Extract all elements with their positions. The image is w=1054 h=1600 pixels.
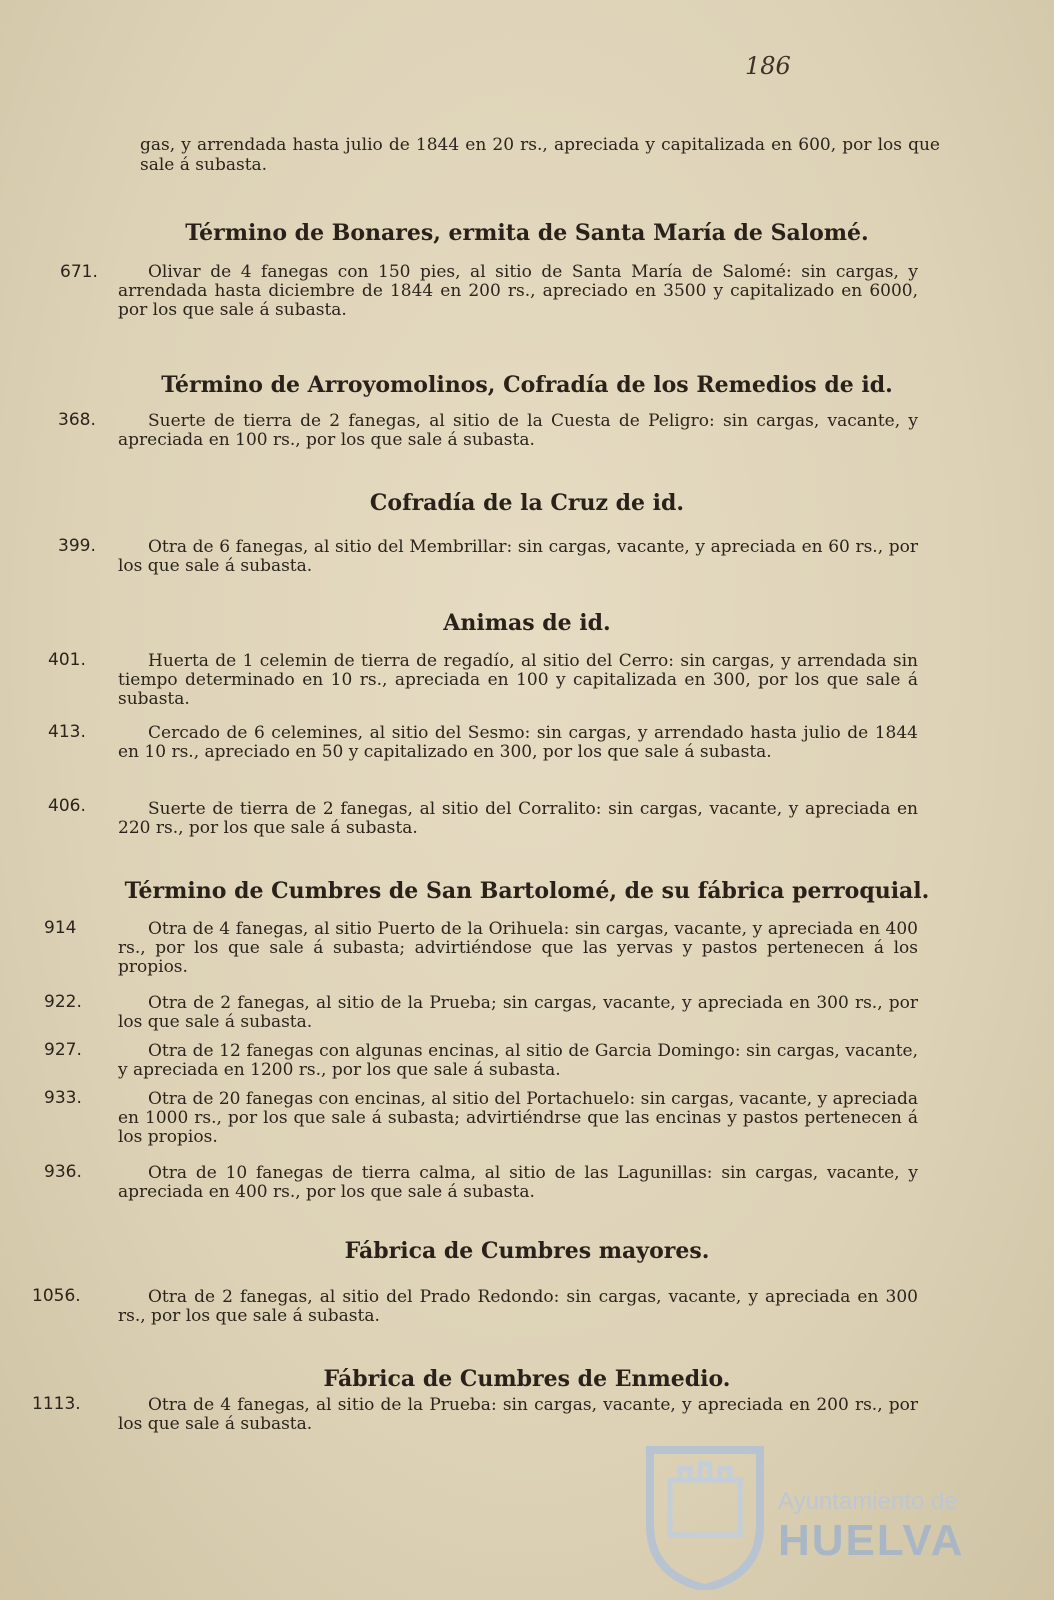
lot-number: 1056. [32, 1286, 81, 1306]
lot-number: 927. [44, 1040, 82, 1060]
entry-text: Cercado de 6 celemines, al sitio del Sesmo: sin cargas, y arrendado hasta julio de 1844 en 10 rs., apreciado en 50 y capitalizado en 300, por los que sale á subasta. [118, 723, 918, 762]
entry-text: Otra de 2 fanegas, al sitio del Prado Redondo: sin cargas, vacante, y apreciada en 300 rs., por los que sale á subasta. [118, 1287, 918, 1326]
entry-text: Otra de 10 fanegas de tierra calma, al sitio de las Lagunillas: sin cargas, vacante, y apreciada en 400 rs., por los que sale á subasta. [118, 1163, 918, 1202]
entry [118, 1042, 918, 1080]
section-heading-cumbres-mayores: Fábrica de Cumbres mayores. [344, 1238, 710, 1264]
lot-number: 936. [44, 1162, 82, 1182]
entry [118, 263, 918, 320]
entry-text: Otra de 2 fanegas, al sitio de la Prueba; sin cargas, vacante, y apreciada en 300 rs., por los que sale á subasta. [118, 993, 918, 1032]
entry-text: Otra de 4 fanegas, al sitio Puerto de la Orihuela: sin cargas, vacante, y apreciada en 400 rs., por los que sale á subasta; advirtiéndose que las yervas y pastos pertenecen á los propios. [118, 919, 918, 977]
entry-text: Olivar de 4 fanegas con 150 pies, al sitio de Santa María de Salomé: sin cargas, y arrendada hasta diciembre de 1844 en 200 rs., apreciado en 3500 y capitalizado en 6000, por los que sale á subasta. [118, 262, 918, 320]
entry [118, 652, 918, 709]
entry-text: Otra de 12 fanegas con algunas encinas, al sitio de Garcia Domingo: sin cargas, vacante, y apreciada en 1200 rs., por los que sale á subasta. [118, 1041, 918, 1080]
lot-number: 399. [58, 536, 96, 556]
watermark-line2: HUELVA [778, 1516, 965, 1565]
entry-text: Otra de 6 fanegas, al sitio del Membrillar: sin cargas, vacante, y apreciada en 60 rs., por los que sale á subasta. [118, 537, 918, 576]
lot-number: 914 [44, 918, 77, 938]
entry [118, 920, 918, 977]
lot-number: 401. [48, 650, 86, 670]
entry [118, 1164, 918, 1202]
entry [118, 994, 918, 1032]
watermark-line1: Ayuntamiento de [778, 1488, 958, 1515]
section-heading-bonares: Término de Bonares, ermita de Santa María de Salomé. [185, 220, 869, 246]
watermark [640, 1440, 980, 1590]
entry [118, 1396, 918, 1434]
section-heading-cofradia-cruz: Cofradía de la Cruz de id. [369, 490, 685, 516]
entry [118, 1288, 918, 1326]
lot-number: 1113. [32, 1394, 81, 1414]
entry-text: Huerta de 1 celemin de tierra de regadío, al sitio del Cerro: sin cargas, y arrendada sin tiempo determinado en 10 rs., apreciada en 100 y capitalizada en 300, por los que sale á subasta. [118, 651, 918, 709]
entry [118, 1090, 918, 1147]
continued-paragraph: gas, y arrendada hasta julio de 1844 en 20 rs., apreciada y capitalizada en 600, por los que sale á subasta. [140, 135, 940, 175]
lot-number: 413. [48, 722, 86, 742]
section-heading-cumbres-san-bartolome: Término de Cumbres de San Bartolomé, de su fábrica perroquial. [124, 878, 930, 904]
section-heading-cumbres-enmedio: Fábrica de Cumbres de Enmedio. [323, 1366, 731, 1392]
lot-number: 406. [48, 796, 86, 816]
city-crest-icon [640, 1440, 770, 1590]
section-heading-animas: Animas de id. [443, 610, 611, 636]
lot-number: 368. [58, 410, 96, 430]
entry-text: Otra de 4 fanegas, al sitio de la Prueba: sin cargas, vacante, y apreciada en 200 rs., por los que sale á subasta. [118, 1395, 918, 1434]
entry-text: Suerte de tierra de 2 fanegas, al sitio de la Cuesta de Peligro: sin cargas, vacante, y apreciada en 100 rs., por los que sale á subasta. [118, 411, 918, 450]
entry [118, 724, 918, 762]
entry-text: Suerte de tierra de 2 fanegas, al sitio del Corralito: sin cargas, vacante, y apreciada en 220 rs., por los que sale á subasta. [118, 799, 918, 838]
page-number: 186 [745, 52, 791, 80]
lot-number: 922. [44, 992, 82, 1012]
entry [118, 412, 918, 450]
entry-text: Otra de 20 fanegas con encinas, al sitio del Portachuelo: sin cargas, vacante, y apreciada en 1000 rs., por los que sale á subasta; advirtiéndrse que las encinas y pastos pertenecen á los propios. [118, 1089, 918, 1147]
section-heading-arroyomolinos: Término de Arroyomolinos, Cofradía de los Remedios de id. [161, 372, 893, 398]
entry [118, 800, 918, 838]
entry [118, 538, 918, 576]
lot-number: 933. [44, 1088, 82, 1108]
lot-number: 671. [60, 262, 98, 282]
